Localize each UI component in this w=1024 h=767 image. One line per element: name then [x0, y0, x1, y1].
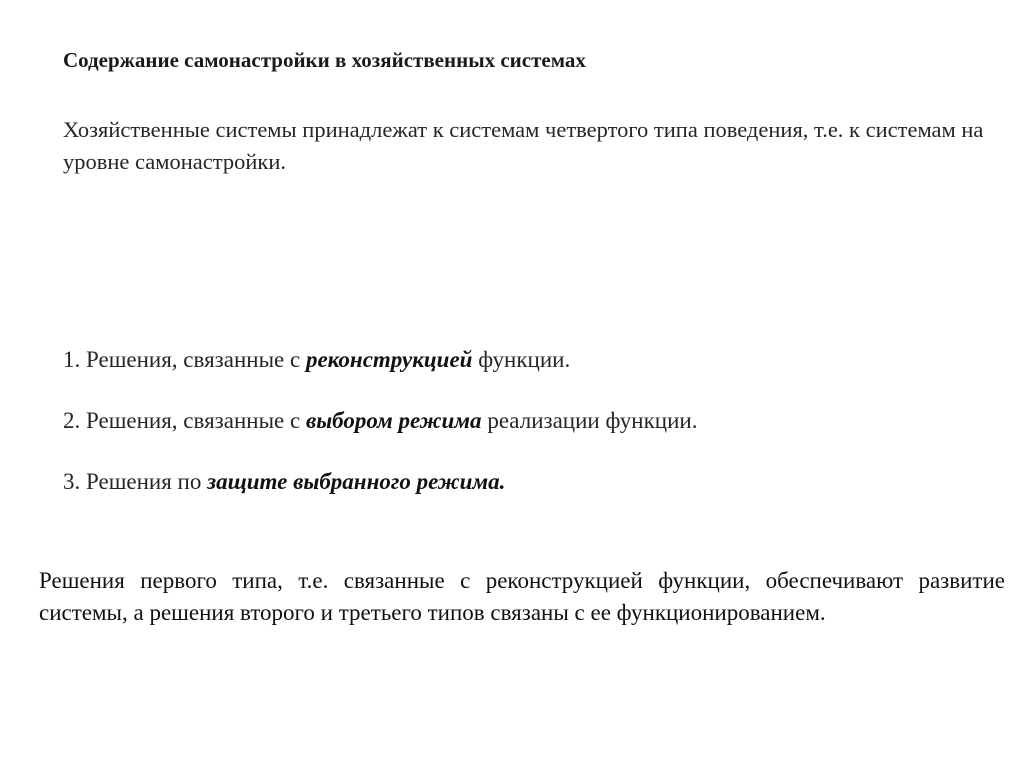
list-item-suffix: реализации функции.: [481, 408, 698, 433]
list-item-emphasis: реконструкцией: [305, 347, 473, 372]
list-item-prefix: 3. Решения по: [63, 469, 208, 494]
list-item: [63, 343, 983, 377]
list-item-prefix: 1. Решения, связанные с: [63, 347, 306, 372]
conclusion-paragraph: Решения первого типа, т.е. связанные с реконструкцией функции, обеспечивают развитие системы, а решения второго и третьего типов связаны с ее функционированием.: [39, 568, 1005, 625]
slide-title: Содержание самонастройки в хозяйственных системах: [63, 48, 586, 72]
list-item: [63, 404, 983, 438]
list-item-suffix: функции.: [472, 347, 571, 372]
decision-types-list: [63, 343, 983, 499]
list-item-emphasis: защите выбранного режима.: [207, 469, 506, 494]
list-item-emphasis: выбором режима: [305, 408, 482, 433]
list-item: [63, 465, 983, 499]
list-item-prefix: 2. Решения, связанные с: [63, 408, 306, 433]
intro-paragraph: Хозяйственные системы принадлежат к системам четвертого типа поведения, т.е. к системам на уровне самонастройки.: [63, 117, 984, 174]
